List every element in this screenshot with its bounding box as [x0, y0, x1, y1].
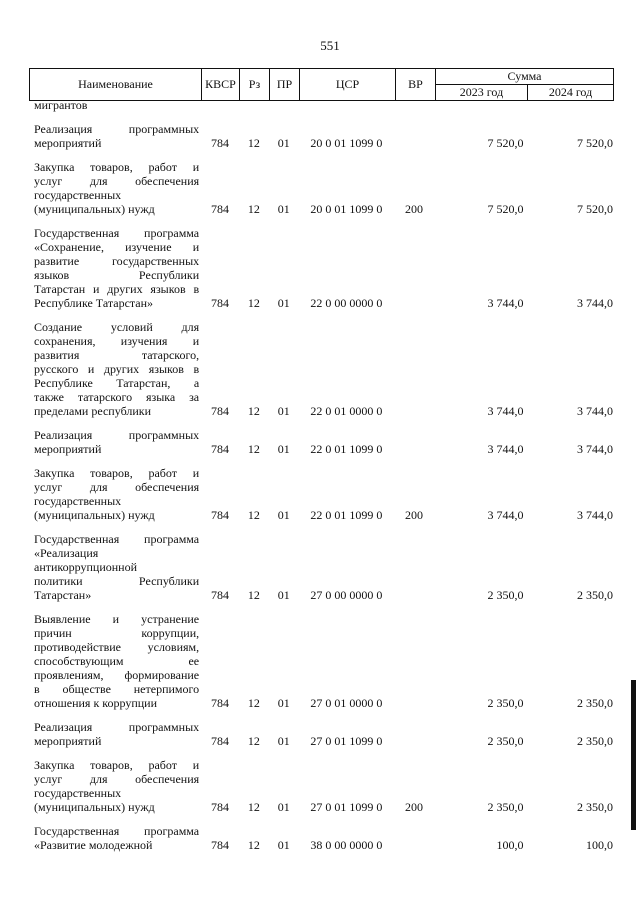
- table-row: [29, 122, 613, 152]
- header-kvsr: КВСР: [202, 69, 240, 101]
- header-csr: ЦСР: [300, 69, 396, 101]
- row-name-line: (муниципальных) нужд: [34, 800, 155, 814]
- row-csr: 27 0 00 0000 0: [310, 588, 383, 602]
- row-kvsr: 784: [211, 800, 230, 814]
- row-s23: 3 744,0: [487, 442, 524, 456]
- row-name-line: мигрантов: [34, 98, 88, 112]
- row-pr: 01: [277, 202, 290, 216]
- row-name-line: Закупка товаров, работ и: [34, 160, 200, 174]
- row-name-line: сохранения, изучения и: [34, 334, 200, 348]
- row-name-line: услуг для обеспечения: [34, 174, 200, 188]
- row-name: [29, 612, 201, 710]
- row-s23: 2 350,0: [487, 734, 524, 748]
- table-row: [29, 612, 613, 712]
- row-name-line: развития татарского,: [34, 348, 200, 362]
- row-name: [29, 532, 201, 602]
- table-row: [29, 226, 613, 312]
- row-kvsr: 784: [211, 404, 230, 418]
- row-s23: 3 744,0: [487, 296, 524, 310]
- row-name-line: Государственная программа: [34, 226, 200, 240]
- row-pr: 01: [277, 696, 290, 710]
- row-name-line: противодействие условиям,: [34, 640, 200, 654]
- row-pr: 01: [277, 588, 290, 602]
- table-row: [29, 758, 613, 816]
- row-csr: 38 0 00 0000 0: [310, 838, 383, 852]
- table-header: [29, 68, 614, 101]
- row-name: [29, 428, 201, 456]
- row-s23: 2 350,0: [487, 800, 524, 814]
- scan-edge-mark: [631, 680, 636, 830]
- header-vr: ВР: [396, 69, 436, 101]
- row-pr: 01: [277, 838, 290, 852]
- row-name-line: Реализация программных: [34, 428, 200, 442]
- row-name: [29, 160, 201, 216]
- row-s23: 3 744,0: [487, 508, 524, 522]
- row-rz: 12: [247, 508, 260, 522]
- row-rz: 12: [247, 404, 260, 418]
- row-name-line: пределами республики: [34, 404, 152, 418]
- row-rz: 12: [247, 838, 260, 852]
- row-s24: 2 350,0: [577, 588, 613, 602]
- row-kvsr: 784: [211, 296, 230, 310]
- table-row: [29, 98, 613, 114]
- row-name-line: Татарстан»: [34, 588, 92, 602]
- row-name-line: государственных: [34, 494, 122, 508]
- row-name: [29, 226, 201, 310]
- row-name-line: русского и других языков в: [34, 362, 200, 376]
- row-name-line: «Развитие молодежной: [34, 838, 153, 852]
- row-kvsr: 784: [211, 588, 230, 602]
- header-name: Наименование: [30, 69, 202, 101]
- table-row: [29, 532, 613, 604]
- row-kvsr: 784: [211, 136, 230, 150]
- row-csr: 22 0 01 1099 0: [310, 508, 383, 522]
- row-name-line: (муниципальных) нужд: [34, 202, 155, 216]
- row-name-line: языков Республики: [34, 268, 200, 282]
- table-row: [29, 320, 613, 420]
- row-name: [29, 122, 201, 150]
- row-rz: 12: [247, 442, 260, 456]
- row-name-line: услуг для обеспечения: [34, 772, 200, 786]
- page-number: 551: [320, 38, 340, 53]
- row-name: [29, 98, 201, 112]
- row-kvsr: 784: [211, 838, 230, 852]
- table-body: [29, 98, 613, 854]
- row-name-line: антикоррупционной: [34, 560, 138, 574]
- row-name-line: Реализация программных: [34, 122, 200, 136]
- row-name-line: (муниципальных) нужд: [34, 508, 155, 522]
- row-pr: 01: [277, 404, 290, 418]
- row-name-line: способствующим ее: [34, 654, 200, 668]
- row-name: [29, 758, 201, 814]
- row-csr: 20 0 01 1099 0: [310, 202, 383, 216]
- row-name-line: мероприятий: [34, 442, 102, 456]
- header-pr: ПР: [270, 69, 300, 101]
- row-rz: 12: [247, 800, 260, 814]
- row-name-line: мероприятий: [34, 734, 102, 748]
- row-s23: 2 350,0: [487, 696, 524, 710]
- row-name-line: Республике Татарстан»: [34, 296, 154, 310]
- row-name-line: государственных: [34, 188, 122, 202]
- row-csr: 22 0 01 1099 0: [310, 442, 383, 456]
- table-row: [29, 720, 613, 750]
- row-name-line: Закупка товаров, работ и: [34, 466, 200, 480]
- row-name-line: Закупка товаров, работ и: [34, 758, 200, 772]
- row-rz: 12: [247, 696, 260, 710]
- row-kvsr: 784: [211, 696, 230, 710]
- row-name-line: Государственная программа: [34, 532, 200, 546]
- row-csr: 27 0 01 1099 0: [310, 800, 383, 814]
- row-s23: 2 350,0: [487, 588, 524, 602]
- row-s24: 7 520,0: [577, 202, 613, 216]
- row-csr: 20 0 01 1099 0: [310, 136, 383, 150]
- row-vr: 200: [405, 800, 424, 814]
- row-pr: 01: [277, 136, 290, 150]
- row-name-line: причин коррупции,: [34, 626, 200, 640]
- row-s24: 3 744,0: [577, 404, 613, 418]
- row-s24: 3 744,0: [577, 508, 613, 522]
- row-name-line: мероприятий: [34, 136, 102, 150]
- row-rz: 12: [247, 202, 260, 216]
- header-sum: Сумма: [436, 69, 614, 85]
- row-s24: 2 350,0: [577, 800, 613, 814]
- table-row: [29, 466, 613, 524]
- table-row: [29, 160, 613, 218]
- row-s24: 2 350,0: [577, 696, 613, 710]
- row-s24: 100,0: [586, 838, 613, 852]
- row-s23: 7 520,0: [487, 202, 524, 216]
- row-name-line: Выявление и устранение: [34, 612, 200, 626]
- row-name-line: Создание условий для: [34, 320, 200, 334]
- row-name-line: государственных: [34, 786, 122, 800]
- row-pr: 01: [277, 442, 290, 456]
- row-name-line: «Реализация: [34, 546, 99, 560]
- row-s24: 2 350,0: [577, 734, 613, 748]
- row-pr: 01: [277, 508, 290, 522]
- row-rz: 12: [247, 296, 260, 310]
- row-name-line: отношения к коррупции: [34, 696, 158, 710]
- row-csr: 22 0 01 0000 0: [310, 404, 383, 418]
- row-csr: 22 0 00 0000 0: [310, 296, 383, 310]
- row-name-line: в обществе нетерпимого: [34, 682, 200, 696]
- row-rz: 12: [247, 136, 260, 150]
- row-rz: 12: [247, 734, 260, 748]
- row-vr: 200: [405, 202, 424, 216]
- row-name-line: Республике Татарстан, а: [34, 376, 200, 390]
- row-csr: 27 0 01 1099 0: [310, 734, 383, 748]
- row-vr: 200: [405, 508, 424, 522]
- row-name: [29, 824, 201, 852]
- row-s23: 100,0: [496, 838, 524, 852]
- row-name-line: политики Республики: [34, 574, 200, 588]
- row-kvsr: 784: [211, 442, 230, 456]
- row-name-line: Государственная программа: [34, 824, 200, 838]
- row-name: [29, 466, 201, 522]
- row-s24: 3 744,0: [577, 442, 613, 456]
- header-2024: 2024 год: [528, 85, 614, 101]
- row-name-line: «Сохранение, изучение и: [34, 240, 200, 254]
- row-pr: 01: [277, 296, 290, 310]
- row-name-line: услуг для обеспечения: [34, 480, 200, 494]
- header-2023: 2023 год: [436, 85, 528, 101]
- row-kvsr: 784: [211, 734, 230, 748]
- row-name: [29, 320, 201, 418]
- row-s23: 3 744,0: [487, 404, 524, 418]
- row-s23: 7 520,0: [487, 136, 524, 150]
- row-pr: 01: [277, 734, 290, 748]
- row-name-line: Татарстан и других языков в: [34, 282, 200, 296]
- row-s24: 3 744,0: [577, 296, 613, 310]
- row-kvsr: 784: [211, 202, 230, 216]
- table-row: [29, 824, 613, 854]
- header-rz: Рз: [240, 69, 270, 101]
- row-name-line: проявлениям, формирование: [34, 668, 200, 682]
- row-name-line: также татарского языка за: [34, 390, 200, 404]
- row-pr: 01: [277, 800, 290, 814]
- row-s24: 7 520,0: [577, 136, 613, 150]
- row-name: [29, 720, 201, 748]
- row-name-line: развитие государственных: [34, 254, 200, 268]
- row-name-line: Реализация программных: [34, 720, 200, 734]
- table-row: [29, 428, 613, 458]
- row-kvsr: 784: [211, 508, 230, 522]
- row-csr: 27 0 01 0000 0: [310, 696, 383, 710]
- row-rz: 12: [247, 588, 260, 602]
